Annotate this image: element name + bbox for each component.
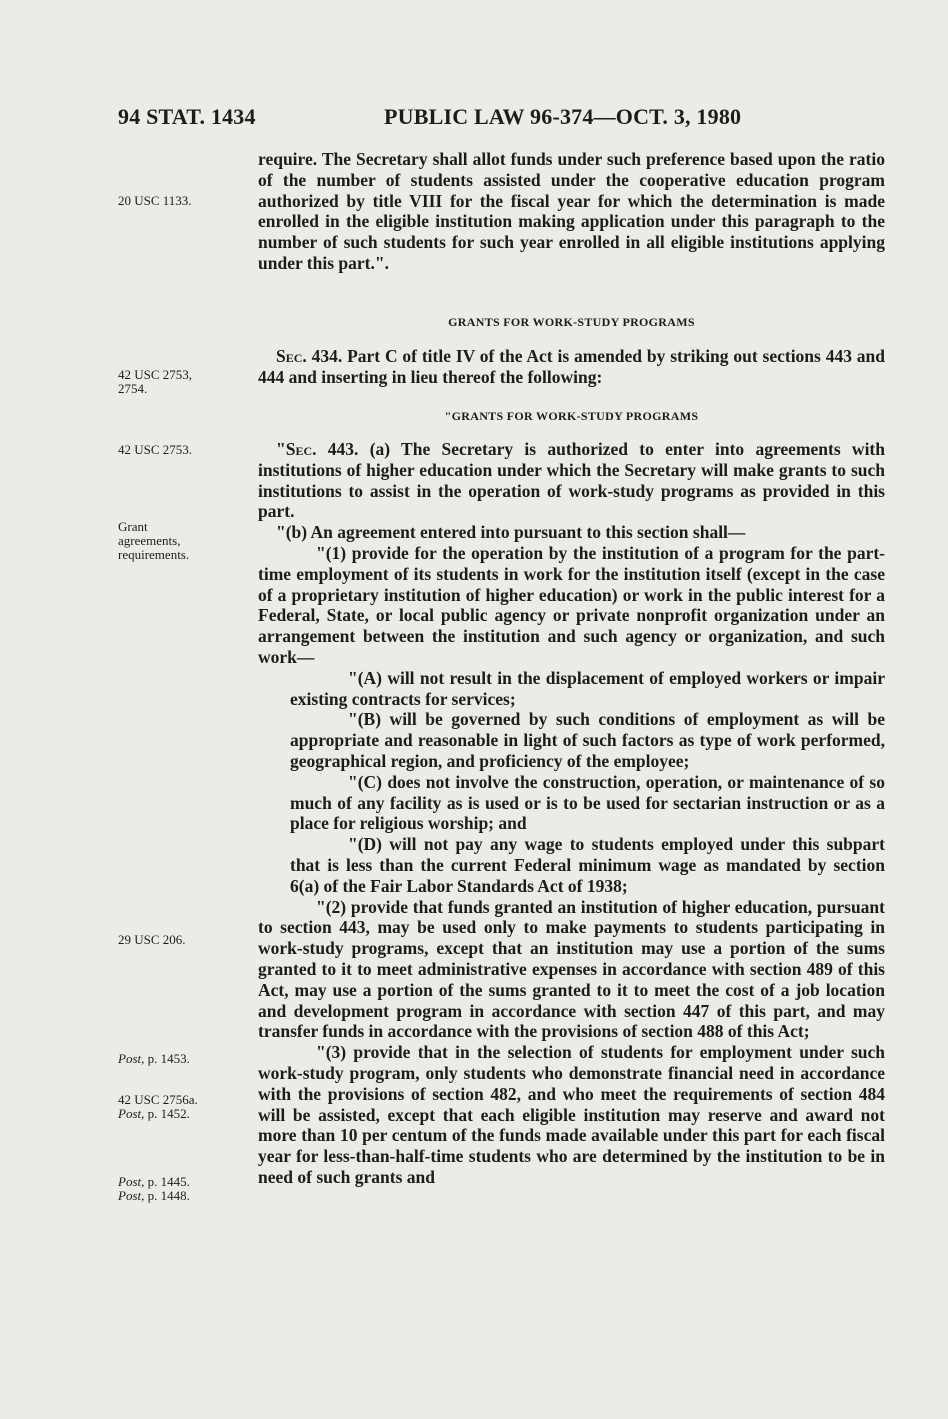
section-heading: "GRANTS FOR WORK-STUDY PROGRAMS <box>444 409 699 423</box>
section-heading-block <box>258 406 885 427</box>
paragraph: Sec. 434. Part C of title IV of the Act is amended by striking out sections 443 and 444 and inserting in lieu thereof the following: <box>258 346 885 387</box>
margin-note: 29 USC 206. <box>118 932 186 947</box>
margin-note: 42 USC 2753. <box>118 442 193 457</box>
section-heading-block <box>258 312 885 333</box>
margin-note: 42 USC 2753, 2754. <box>118 367 193 396</box>
paragraph: "(D) will not pay any wage to students employed under this subpart that is less than the current Federal minimum wage as mandated by section 6(a) of the Fair Labor Standards Act of 1938; <box>290 834 885 896</box>
section-434 <box>258 346 885 388</box>
paragraph: "Sec. 443. (a) The Secretary is authorized to enter into agreements with institutions of higher education under which the Secretary will make grants to such institutions to assist in the operation of work-study programs as provided in this part. <box>258 439 885 522</box>
paragraph: "(3) provide that in the selection of students for employment under such work-study program, only students who demonstrate financial need in accordance with the provisions of section 482, and who meet the requirements of section 484 will be assisted, except that each eligible institution may reserve and award not more than 10 per centum of the funds made available under this part for each fiscal year for less-than-half-time students who are determined by the institution to be in need of such grants and <box>258 1042 885 1187</box>
stat-page-number: 94 STAT. 1434 <box>118 104 256 129</box>
margin-note: Post, p. 1445. Post, p. 1448. <box>118 1174 190 1203</box>
paragraph: "(1) provide for the operation by the institution of a program for the part-time employment of its students in work for the institution itself (except in the case of a proprietary institution of higher education) or work in the public interest for a Federal, State, or local public agency or private nonprofit organization under an arrangement between the institution and such agency or organization, and such work— <box>258 542 885 667</box>
paragraph: require. The Secretary shall allot funds under such preference based upon the ratio of the number of students assisted under the cooperative education program authorized by title VIII for the fiscal year for which the determination is made enrolled in the eligible institution making application under this paragraph to the number of such students for such year enrolled in all eligible institutions applying under this part.". <box>258 149 885 273</box>
margin-note: Post, p. 1453. <box>118 1051 190 1066</box>
section-heading: GRANTS FOR WORK-STUDY PROGRAMS <box>448 315 695 329</box>
main-text <box>258 149 885 274</box>
margin-note: Grant agreements, requirements. <box>118 519 190 562</box>
paragraph: "(b) An agreement entered into pursuant to this section shall— <box>276 522 746 543</box>
paragraph: "(A) will not result in the displacement of employed workers or impair existing contracts for services; <box>290 667 885 709</box>
paragraph: "(2) provide that funds granted an institution of higher education, pursuant to section 443, may be used only to make payments to students participating in work-study programs, except that an institution may use a portion of the sums granted to it to meet administrative expenses in accordance with section 489 of this Act, may use a portion of the sums granted to it to meet the cost of a job location and development program in accordance with section 447 of this part, and may transfer funds in accordance with the provisions of section 488 of this Act; <box>258 896 885 1042</box>
margin-note: 42 USC 2756a. Post, p. 1452. <box>118 1092 198 1121</box>
section-443 <box>258 439 885 1188</box>
paragraph: "(B) will be governed by such conditions of employment as will be appropriate and reasonable in light of such factors as type of work performed, geographical region, and proficiency of the employee; <box>290 709 885 771</box>
paragraph: "(C) does not involve the construction, operation, or maintenance of so much of any facility as is used or is to be used for sectarian instruction or as a place for religious worship; and <box>290 771 885 834</box>
running-header: PUBLIC LAW 96-374—OCT. 3, 1980 <box>384 104 742 129</box>
margin-note: 20 USC 1133. <box>118 193 192 208</box>
